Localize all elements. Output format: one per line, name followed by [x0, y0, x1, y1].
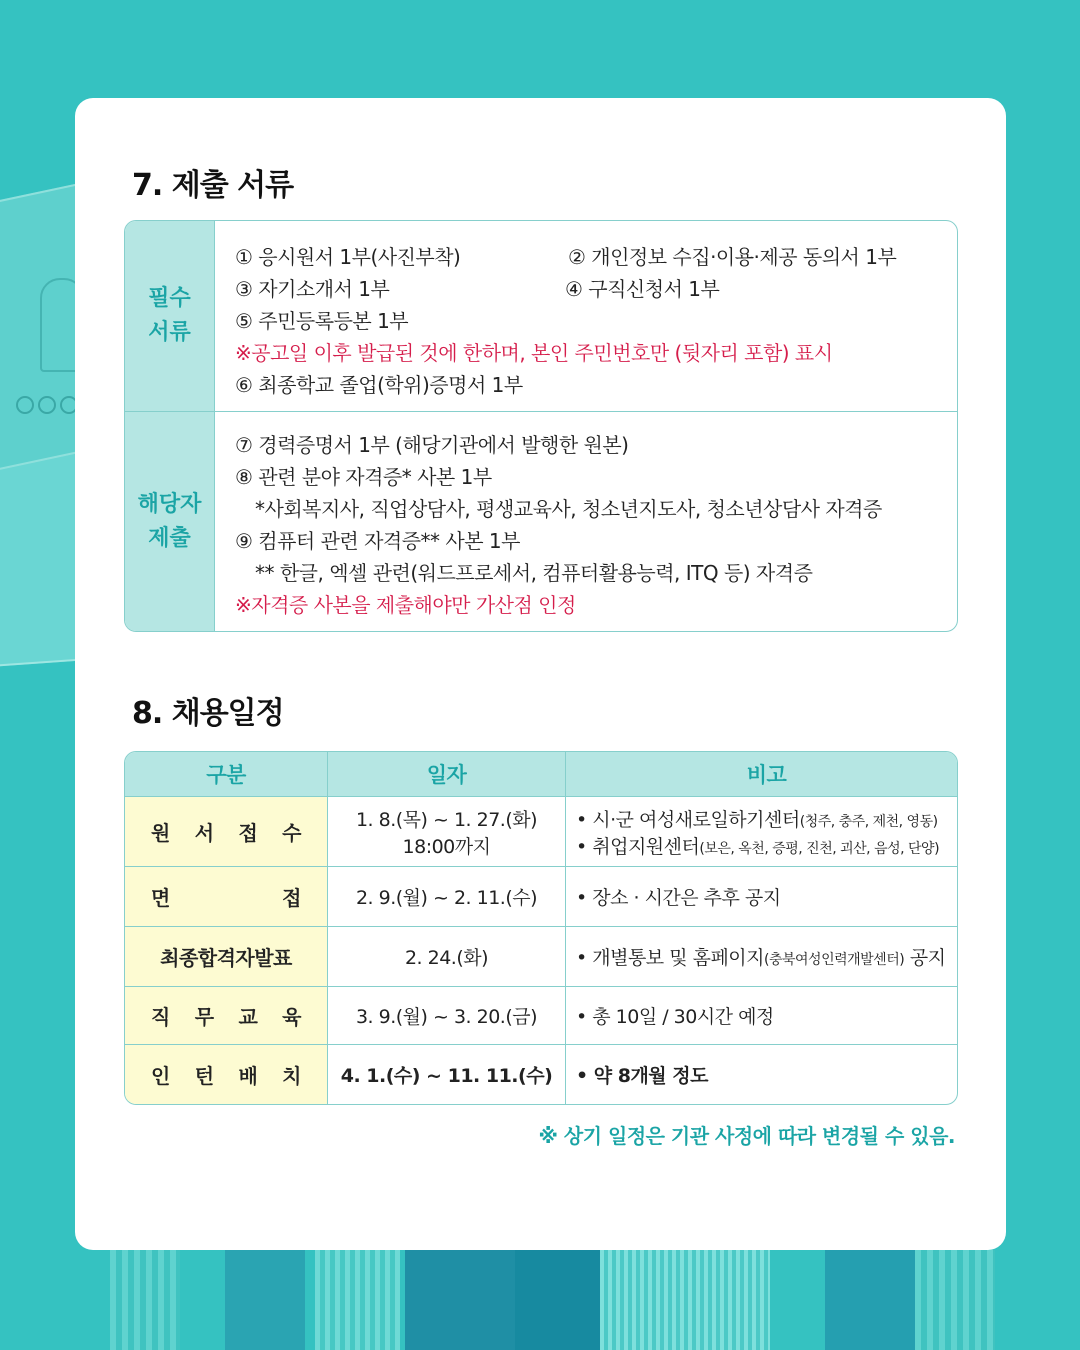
schedule-table	[124, 751, 958, 1105]
category-cell	[125, 927, 328, 986]
table-row	[125, 866, 957, 926]
category-char: 교	[238, 1005, 258, 1029]
date-text: 2. 24.(화)	[404, 947, 489, 969]
required-documents-label	[125, 221, 215, 411]
doc-item: ③ 자기소개서 1부	[235, 277, 390, 301]
required-documents-row	[125, 221, 957, 412]
table-row	[125, 796, 957, 866]
remark-text: • 약 8개월 정도	[576, 1065, 708, 1087]
remark-cell	[566, 927, 957, 986]
doc-item: ⑦ 경력증명서 1부 (해당기관에서 발행한 원본)	[235, 433, 629, 457]
applicable-documents-row	[125, 412, 957, 631]
date-text: 2. 9.(월) ~ 2. 11.(수)	[355, 887, 538, 909]
label-line: 필수	[148, 286, 191, 311]
doc-note: ※자격증 사본을 제출해야만 가산점 인정	[235, 593, 576, 617]
remark-line	[576, 832, 939, 859]
column-header: 일자	[328, 752, 566, 796]
background-buildings-illustration	[0, 1240, 1080, 1350]
doc-item: ④ 구직신청서 1부	[565, 277, 720, 301]
doc-item: ① 응시원서 1부(사진부착)	[235, 245, 461, 269]
remark-text: • 장소 · 시간은 추후 공지	[576, 887, 781, 909]
table-row	[125, 986, 957, 1044]
category-char: 무	[194, 1005, 214, 1029]
category-char: 배	[238, 1064, 258, 1088]
doc-item: ⑤ 주민등록등본 1부	[235, 309, 409, 333]
label-line: 서류	[148, 320, 191, 345]
remark-text: • 총 10일 / 30시간 예정	[576, 1006, 774, 1028]
remark-line	[576, 805, 938, 832]
date-cell	[328, 1045, 566, 1104]
category-char: 직	[151, 1005, 170, 1029]
remark-line	[576, 943, 945, 970]
section-8-title: 8. 채용일정	[132, 696, 284, 731]
remark-cell	[566, 797, 957, 866]
date-cell	[328, 867, 566, 926]
doc-subnote: *사회복지사, 직업상담사, 평생교육사, 청소년지도사, 청소년상담사 자격증	[255, 497, 882, 521]
date-cell	[328, 927, 566, 986]
doc-item: ⑧ 관련 분야 자격증* 사본 1부	[235, 465, 492, 489]
remark-cell	[566, 987, 957, 1044]
category-cell	[125, 797, 328, 866]
remark-text: • 취업지원센터	[576, 835, 700, 858]
category-cell	[125, 987, 328, 1044]
doc-note: ※공고일 이후 발급된 것에 한하며, 본인 주민번호만 (뒷자리 포함) 표시	[235, 341, 833, 365]
remark-text: • 시·군 여성새로일하기센터	[576, 808, 800, 831]
doc-item: ② 개인정보 수집·이용·제공 동의서 1부	[568, 245, 897, 269]
applicable-documents-list	[215, 412, 957, 631]
category-cell	[125, 867, 328, 926]
category-char: 서	[194, 821, 214, 845]
date-text: 3. 9.(월) ~ 3. 20.(금)	[355, 1006, 538, 1028]
category-char: 수	[282, 821, 301, 845]
doc-item: ⑨ 컴퓨터 관련 자격증** 사본 1부	[235, 529, 520, 553]
category-char: 육	[282, 1005, 301, 1029]
category-cell	[125, 1045, 328, 1104]
category-char: 치	[282, 1064, 301, 1088]
date-cell	[328, 797, 566, 866]
remark-cell	[566, 1045, 957, 1104]
date-text: 1. 8.(목) ~ 1. 27.(화)	[355, 808, 538, 831]
remark-small-text: (충북여성인력개발센터)	[764, 952, 905, 968]
table-row	[125, 1044, 957, 1104]
label-line: 해당자	[137, 491, 202, 517]
remark-cell	[566, 867, 957, 926]
remark-small-text: (보은, 옥천, 증평, 진천, 괴산, 음성, 단양)	[699, 840, 940, 857]
column-header: 비고	[746, 763, 787, 787]
doc-subnote: ** 한글, 엑셀 관련(워드프로세서, 컴퓨터활용능력, ITQ 등) 자격증	[255, 561, 813, 585]
remark-small-text: (청주, 충주, 제천, 영동)	[799, 813, 938, 830]
date-text: 18:00까지	[402, 835, 491, 858]
category-char: 접	[282, 886, 301, 910]
table-row	[125, 926, 957, 986]
label-line: 제출	[148, 525, 191, 551]
date-text: 4. 1.(수) ~ 11. 11.(수)	[340, 1065, 553, 1087]
applicable-documents-label	[125, 412, 215, 631]
remark-text: 공지	[904, 947, 946, 969]
column-header: 구분	[125, 752, 328, 796]
category-char: 턴	[194, 1064, 214, 1088]
category-char: 원	[151, 821, 170, 845]
section-7-title: 7. 제출 서류	[132, 168, 294, 203]
category-char: 면	[151, 886, 170, 910]
required-documents-list	[215, 221, 957, 411]
remark-text: • 개별통보 및 홈페이지	[576, 947, 765, 969]
background-dots-illustration	[16, 396, 78, 414]
doc-item: ⑥ 최종학교 졸업(학위)증명서 1부	[235, 373, 523, 397]
date-cell	[328, 987, 566, 1044]
content-card	[75, 98, 1006, 1250]
schedule-header-row	[125, 752, 957, 796]
category-char: 접	[238, 821, 258, 845]
category-text: 최종합격자발표	[160, 946, 292, 970]
documents-table	[124, 220, 958, 632]
category-char: 인	[151, 1064, 170, 1088]
schedule-footnote: ※ 상기 일정은 기관 사정에 따라 변경될 수 있음.	[538, 1124, 955, 1148]
